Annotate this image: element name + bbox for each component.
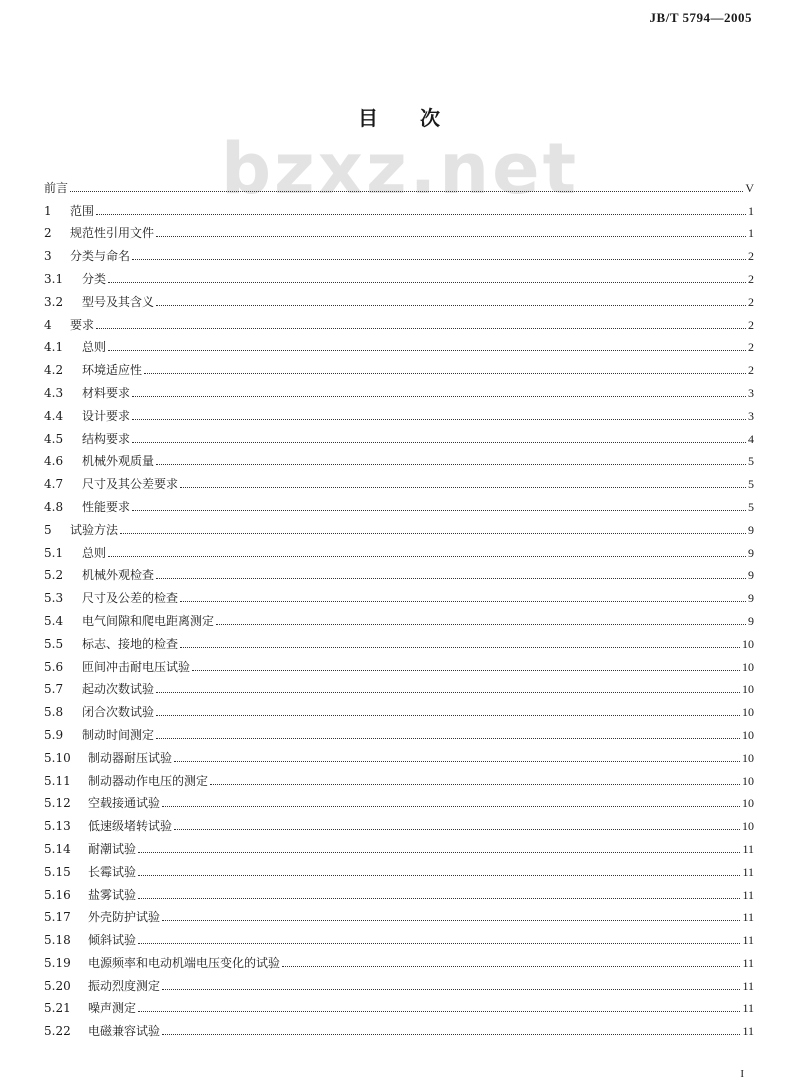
toc-leader-dots xyxy=(132,509,746,511)
toc-entry-number: 5.1 xyxy=(44,545,64,560)
toc-leader-dots xyxy=(96,213,746,215)
toc-entry xyxy=(44,924,754,947)
toc-entry-number: 5.19 xyxy=(44,955,71,970)
toc-entry-number: 5.7 xyxy=(44,682,64,697)
toc-entry-title: 材料要求 xyxy=(82,385,131,400)
toc-entry-title: 电气间隙和爬电距离测定 xyxy=(82,613,215,628)
toc-leader-dots xyxy=(156,737,740,739)
toc-entry xyxy=(44,879,754,902)
toc-entry-number: 5.6 xyxy=(44,659,64,674)
toc-leader-dots xyxy=(162,988,740,990)
toc-entry xyxy=(44,240,754,263)
toc-entry xyxy=(44,218,754,241)
toc-leader-dots xyxy=(156,463,746,465)
toc-entry-page: 3 xyxy=(748,408,754,423)
toc-entry xyxy=(44,651,754,674)
toc-entry-title: 前言 xyxy=(44,180,69,195)
toc-entry-page: 11 xyxy=(742,1001,754,1016)
toc-entry-page: 10 xyxy=(742,682,754,697)
toc-entry xyxy=(44,491,754,514)
toc-entry-page: 9 xyxy=(748,591,754,606)
toc-entry-title: 低速级堵转试验 xyxy=(88,819,173,834)
toc-entry-page: 2 xyxy=(748,363,754,378)
toc-leader-dots xyxy=(216,623,746,625)
toc-entry-page: 9 xyxy=(748,568,754,583)
toc-entry-page: 10 xyxy=(742,636,754,651)
toc-entry xyxy=(44,788,754,811)
toc-entry-page: 2 xyxy=(748,317,754,332)
toc-entry-number: 3 xyxy=(44,249,52,264)
toc-entry-page: 11 xyxy=(742,910,754,925)
toc-entry-title: 性能要求 xyxy=(82,499,131,514)
toc-entry-number: 5.13 xyxy=(44,819,71,834)
toc-entry xyxy=(44,354,754,377)
toc-leader-dots xyxy=(162,1033,740,1035)
toc-leader-dots xyxy=(108,349,746,351)
toc-entry-page: 10 xyxy=(742,796,754,811)
toc-entry-page: 10 xyxy=(742,750,754,765)
toc-entry xyxy=(44,856,754,879)
toc-entry-number: 5.18 xyxy=(44,933,71,948)
toc-entry-page: 2 xyxy=(748,271,754,286)
toc-leader-dots xyxy=(132,418,746,420)
toc-leader-dots xyxy=(162,805,740,807)
toc-leader-dots xyxy=(180,600,746,602)
toc-entry-title: 耐潮试验 xyxy=(88,841,137,856)
table-of-contents xyxy=(44,172,754,1038)
toc-entry-number: 5.8 xyxy=(44,705,64,720)
toc-leader-dots xyxy=(108,281,746,283)
toc-entry xyxy=(44,263,754,286)
toc-entry-page: 4 xyxy=(748,431,754,446)
toc-entry xyxy=(44,172,754,195)
toc-entry-page: 11 xyxy=(742,933,754,948)
toc-entry-title: 制动时间测定 xyxy=(82,727,155,742)
toc-entry xyxy=(44,377,754,400)
toc-entry-page: 9 xyxy=(748,613,754,628)
toc-leader-dots xyxy=(156,691,740,693)
toc-entry-page: 1 xyxy=(748,226,754,241)
toc-entry-number: 5.12 xyxy=(44,796,71,811)
toc-entry-page: 11 xyxy=(742,887,754,902)
toc-entry xyxy=(44,332,754,355)
toc-entry-page: 2 xyxy=(748,340,754,355)
toc-leader-dots xyxy=(138,851,740,853)
toc-entry-number: 5.5 xyxy=(44,636,64,651)
toc-leader-dots xyxy=(138,1010,740,1012)
toc-entry-number: 5.15 xyxy=(44,864,71,879)
toc-entry xyxy=(44,560,754,583)
toc-leader-dots xyxy=(174,760,740,762)
toc-entry-title: 规范性引用文件 xyxy=(70,226,155,241)
toc-entry xyxy=(44,537,754,560)
toc-entry xyxy=(44,833,754,856)
toc-entry-page: 10 xyxy=(742,773,754,788)
toc-entry xyxy=(44,628,754,651)
toc-entry-title: 外壳防护试验 xyxy=(88,910,161,925)
toc-entry-number: 5.2 xyxy=(44,568,64,583)
toc-entry-number: 3.1 xyxy=(44,271,64,286)
toc-entry xyxy=(44,446,754,469)
toc-leader-dots xyxy=(96,327,746,329)
toc-entry xyxy=(44,582,754,605)
toc-entry-page: 2 xyxy=(748,294,754,309)
toc-entry xyxy=(44,696,754,719)
toc-entry-title: 机械外观检查 xyxy=(82,568,155,583)
toc-entry-page: 11 xyxy=(742,1024,754,1039)
page-folio: I xyxy=(740,1068,744,1080)
toc-entry-number: 5.16 xyxy=(44,887,71,902)
toc-leader-dots xyxy=(180,486,746,488)
toc-leader-dots xyxy=(120,532,746,534)
toc-entry xyxy=(44,1015,754,1038)
toc-entry-page: 11 xyxy=(742,841,754,856)
toc-entry-title: 长霉试验 xyxy=(88,864,137,879)
toc-entry xyxy=(44,902,754,925)
toc-entry-title: 匝间冲击耐电压试验 xyxy=(82,659,191,674)
toc-leader-dots xyxy=(132,258,746,260)
toc-leader-dots xyxy=(144,372,746,374)
toc-entry-number: 4.6 xyxy=(44,454,64,469)
toc-entry xyxy=(44,993,754,1016)
toc-entry-title: 设计要求 xyxy=(82,408,131,423)
toc-entry-page: 10 xyxy=(742,819,754,834)
toc-entry xyxy=(44,947,754,970)
toc-entry-number: 5.22 xyxy=(44,1024,71,1039)
toc-entry-page: 11 xyxy=(742,864,754,879)
toc-entry-number: 5 xyxy=(44,522,52,537)
toc-entry-number: 1 xyxy=(44,203,52,218)
toc-entry-number: 4 xyxy=(44,317,52,332)
toc-entry-page: 11 xyxy=(742,955,754,970)
toc-entry xyxy=(44,286,754,309)
toc-entry-title: 倾斜试验 xyxy=(88,933,137,948)
toc-entry xyxy=(44,468,754,491)
document-code: JB/T 5794—2005 xyxy=(649,10,752,25)
toc-leader-dots xyxy=(156,577,746,579)
toc-entry-number: 5.20 xyxy=(44,978,71,993)
toc-entry-title: 制动器耐压试验 xyxy=(88,750,173,765)
toc-entry-page: 5 xyxy=(748,454,754,469)
toc-entry-title: 环境适应性 xyxy=(82,363,143,378)
toc-entry-page: 10 xyxy=(742,705,754,720)
toc-entry-title: 制动器动作电压的测定 xyxy=(88,773,209,788)
toc-entry-number: 4.3 xyxy=(44,385,64,400)
toc-entry-title: 尺寸及其公差要求 xyxy=(82,477,179,492)
toc-entry-title: 型号及其含义 xyxy=(82,294,155,309)
toc-leader-dots xyxy=(156,714,740,716)
toc-entry xyxy=(44,765,754,788)
toc-entry xyxy=(44,423,754,446)
toc-entry-number: 5.9 xyxy=(44,727,64,742)
toc-entry-title: 试验方法 xyxy=(70,522,119,537)
toc-entry-number: 5.3 xyxy=(44,591,64,606)
toc-entry-title: 空载接通试验 xyxy=(88,796,161,811)
toc-entry xyxy=(44,719,754,742)
toc-entry-number: 4.8 xyxy=(44,499,64,514)
toc-entry xyxy=(44,605,754,628)
toc-entry-number: 4.1 xyxy=(44,340,64,355)
toc-leader-dots xyxy=(138,897,740,899)
toc-entry-title: 范围 xyxy=(70,203,95,218)
toc-entry-number: 4.7 xyxy=(44,477,64,492)
toc-leader-dots xyxy=(192,669,740,671)
toc-entry-page: 5 xyxy=(748,477,754,492)
toc-entry-page: 10 xyxy=(742,727,754,742)
toc-leader-dots xyxy=(180,646,740,648)
toc-entry-page: 3 xyxy=(748,385,754,400)
toc-leader-dots xyxy=(138,942,740,944)
toc-entry xyxy=(44,742,754,765)
toc-entry-number: 5.14 xyxy=(44,841,71,856)
toc-leader-dots xyxy=(282,965,740,967)
toc-entry xyxy=(44,674,754,697)
toc-leader-dots xyxy=(210,783,740,785)
toc-leader-dots xyxy=(138,874,740,876)
toc-entry-page: V xyxy=(745,180,754,195)
toc-entry xyxy=(44,970,754,993)
toc-entry xyxy=(44,810,754,833)
toc-entry-number: 3.2 xyxy=(44,294,64,309)
toc-entry xyxy=(44,195,754,218)
toc-entry-page: 9 xyxy=(748,522,754,537)
toc-entry-title: 分类 xyxy=(82,271,107,286)
toc-entry-page: 11 xyxy=(742,978,754,993)
toc-leader-dots xyxy=(70,190,743,192)
toc-entry-title: 电磁兼容试验 xyxy=(88,1024,161,1039)
toc-entry-page: 9 xyxy=(748,545,754,560)
toc-entry-title: 总则 xyxy=(82,340,107,355)
toc-entry-title: 机械外观质量 xyxy=(82,454,155,469)
toc-entry-title: 标志、接地的检查 xyxy=(82,636,179,651)
toc-entry-page: 10 xyxy=(742,659,754,674)
toc-entry-title: 起动次数试验 xyxy=(82,682,155,697)
toc-entry-page: 1 xyxy=(748,203,754,218)
title-char-1: 目 xyxy=(358,106,380,130)
toc-leader-dots xyxy=(162,919,740,921)
toc-leader-dots xyxy=(174,828,740,830)
toc-leader-dots xyxy=(156,235,746,237)
toc-entry-number: 4.4 xyxy=(44,408,64,423)
toc-entry-number: 5.21 xyxy=(44,1001,71,1016)
toc-entry xyxy=(44,309,754,332)
toc-entry-title: 振动烈度测定 xyxy=(88,978,161,993)
toc-entry-number: 5.4 xyxy=(44,613,64,628)
title-char-2: 次 xyxy=(420,106,442,130)
watermark: bzxz.net xyxy=(220,128,580,210)
toc-entry-number: 4.5 xyxy=(44,431,64,446)
page-title xyxy=(0,102,800,131)
toc-entry xyxy=(44,514,754,537)
toc-leader-dots xyxy=(132,395,746,397)
toc-entry-title: 尺寸及公差的检查 xyxy=(82,591,179,606)
toc-entry-number: 2 xyxy=(44,226,52,241)
toc-entry-title: 闭合次数试验 xyxy=(82,705,155,720)
toc-entry-title: 要求 xyxy=(70,317,95,332)
toc-entry-title: 总则 xyxy=(82,545,107,560)
toc-entry-page: 2 xyxy=(748,249,754,264)
toc-entry-page: 5 xyxy=(748,499,754,514)
toc-leader-dots xyxy=(156,304,746,306)
toc-entry-title: 盐雾试验 xyxy=(88,887,137,902)
toc-entry-title: 结构要求 xyxy=(82,431,131,446)
toc-leader-dots xyxy=(132,441,746,443)
toc-leader-dots xyxy=(108,555,746,557)
toc-entry-number: 5.11 xyxy=(44,773,71,788)
toc-entry-title: 电源频率和电动机端电压变化的试验 xyxy=(88,955,281,970)
toc-entry-number: 5.17 xyxy=(44,910,71,925)
toc-entry-number: 4.2 xyxy=(44,363,64,378)
toc-entry-title: 分类与命名 xyxy=(70,249,131,264)
toc-entry xyxy=(44,400,754,423)
toc-entry-number: 5.10 xyxy=(44,750,71,765)
toc-entry-title: 噪声测定 xyxy=(88,1001,137,1016)
